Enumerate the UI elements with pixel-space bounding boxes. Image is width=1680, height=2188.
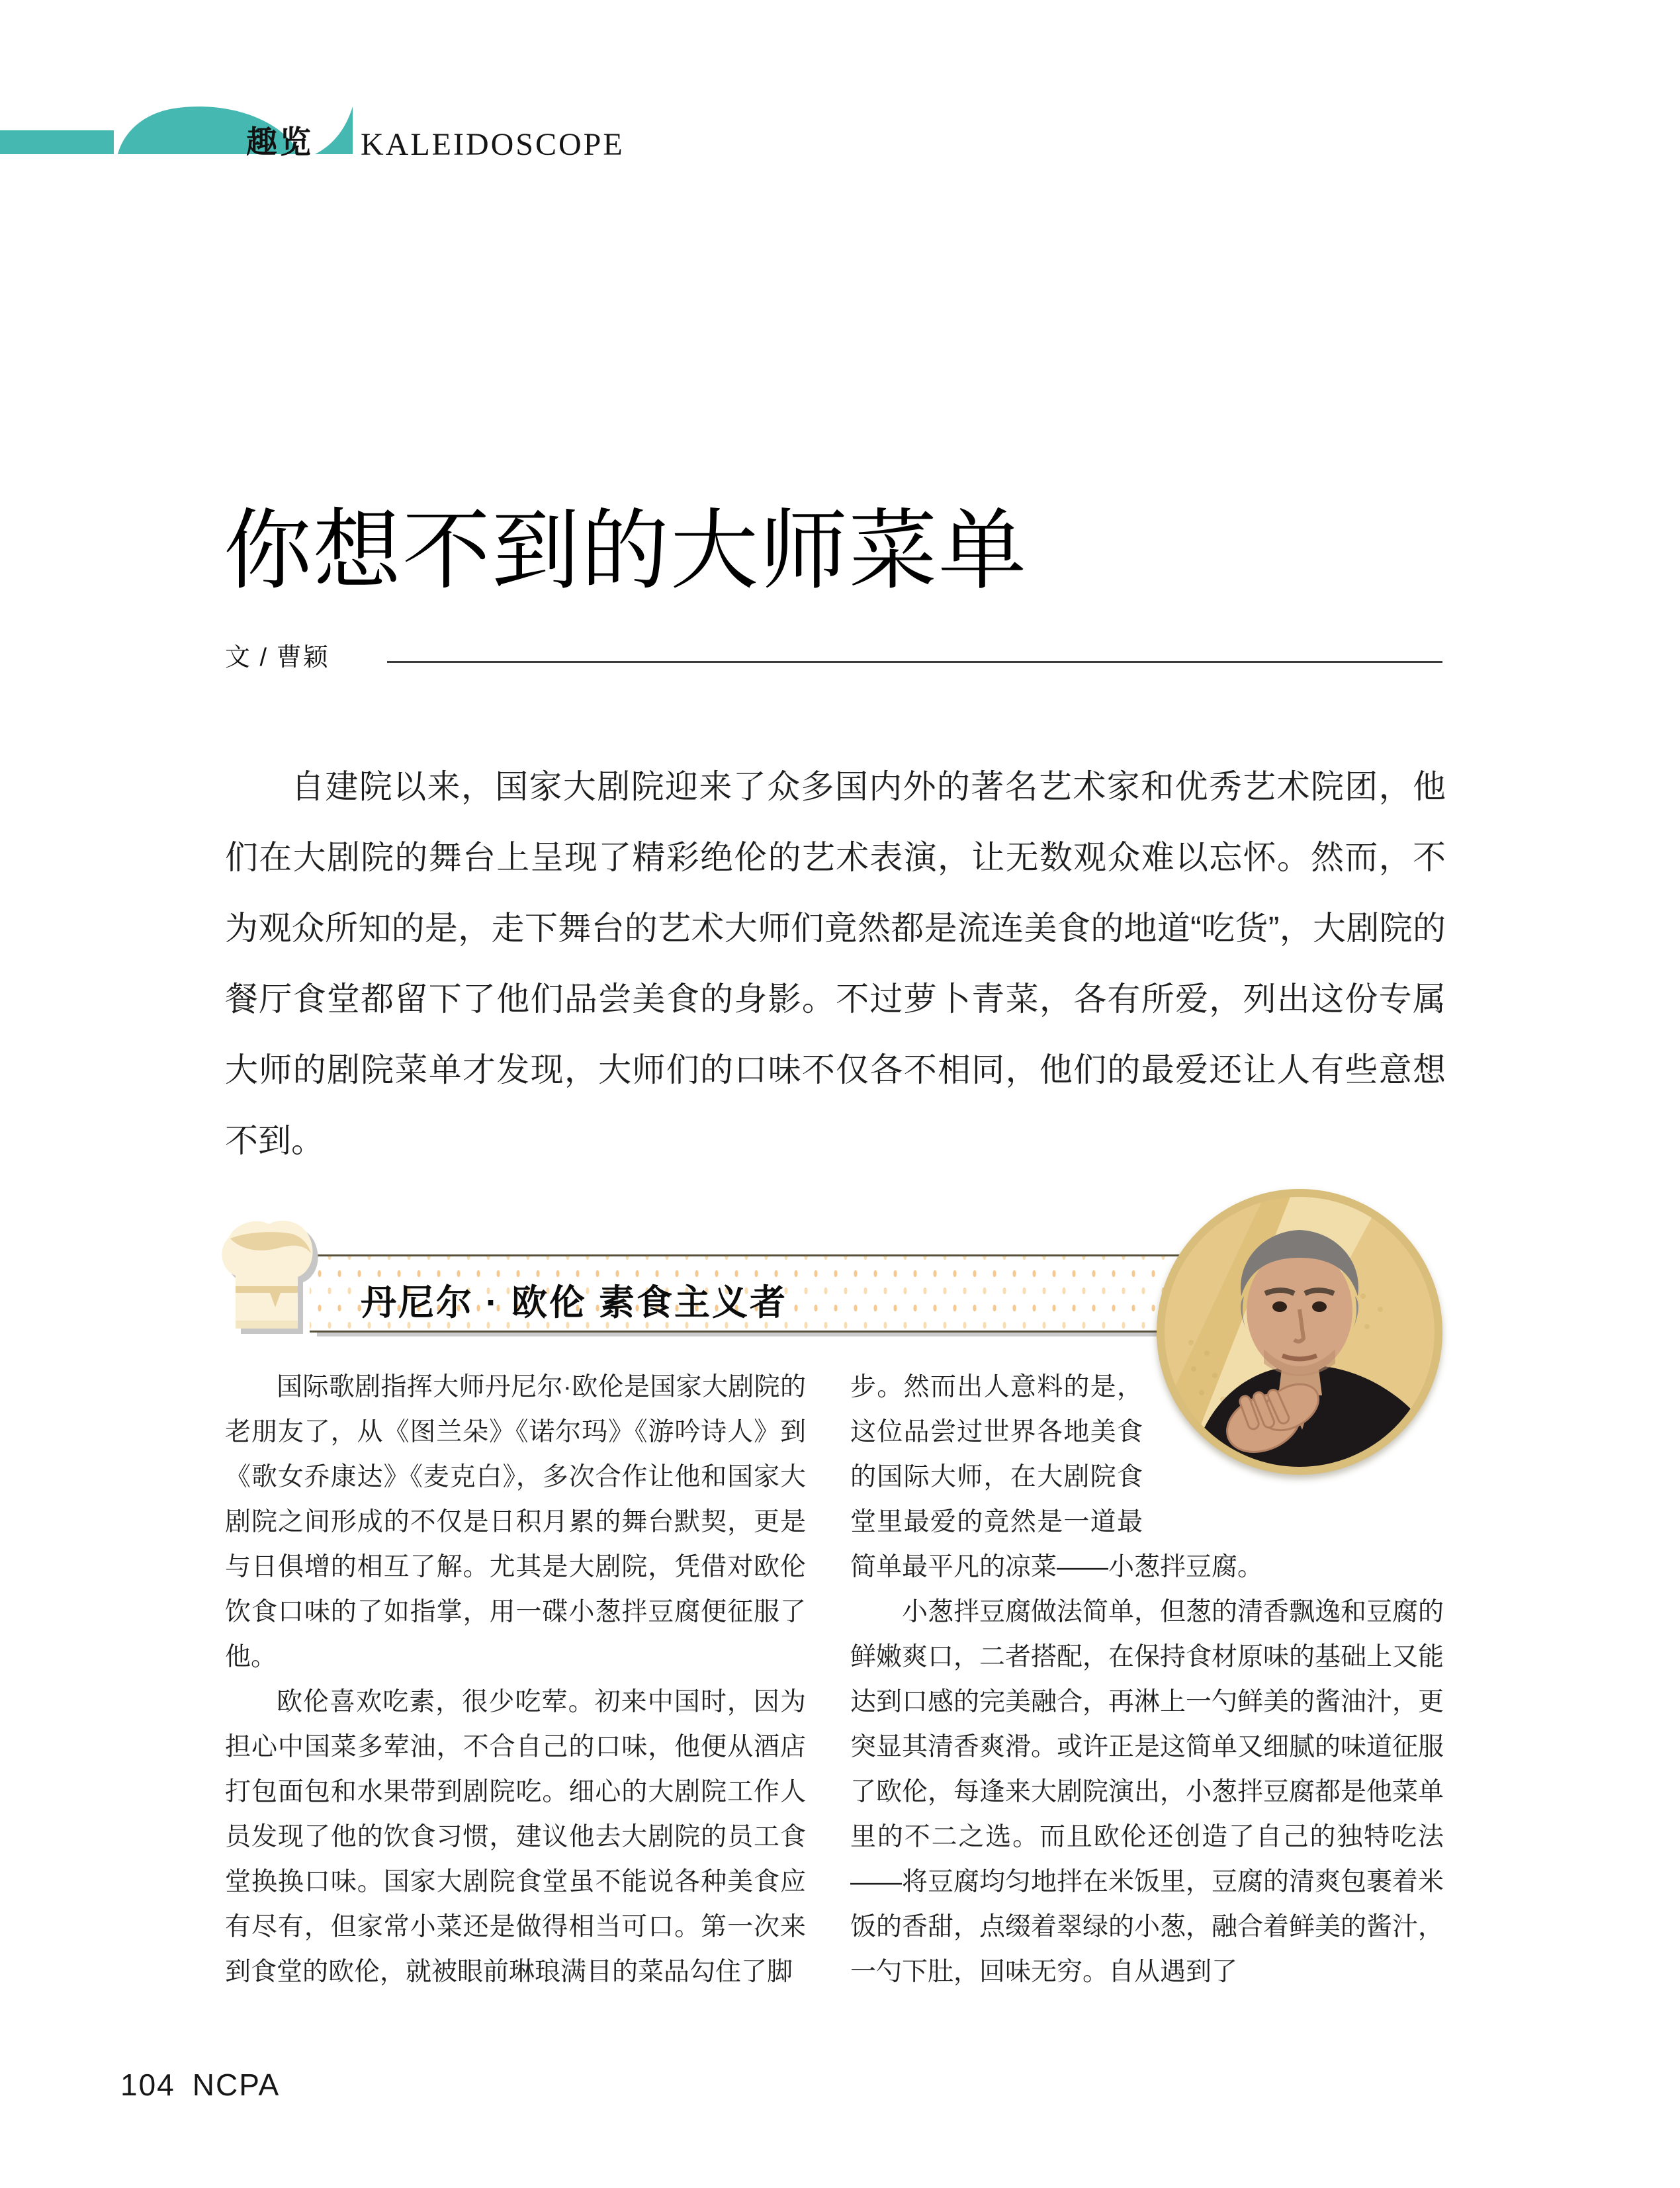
body-paragraph: 步。然而出人意料的是，这位品尝过世界各地美食的国际大师，在大剧院食堂里最爱的竟然是一道最简单最平凡的凉菜——小葱拌豆腐。	[850, 1373, 1264, 1581]
teal-bar	[0, 130, 114, 154]
section-label-cn: 趣览	[246, 124, 314, 159]
page-number: 104	[120, 2068, 175, 2102]
column-left	[225, 1365, 806, 1995]
chef-hat-icon	[216, 1215, 318, 1334]
body-paragraph: 国际歌剧指挥大师丹尼尔·欧伦是国家大剧院的老朋友了，从《图兰朵》《诺尔玛》《游吟诗人》到《歌女乔康达》《麦克白》，多次合作让他和国家大剧院之间形成的不仅是日积月累的舞台默契，更是与日俱增的相互了解。尤其是大剧院，凭借对欧伦饮食口味的了如指掌，用一碟小葱拌豆腐便征服了他。	[225, 1373, 806, 1671]
feature-heading: 丹尼尔 · 欧伦 素食主义者	[361, 1283, 787, 1323]
byline: 文 / 曹颖	[225, 644, 330, 672]
intro-block	[225, 752, 1446, 1176]
body-paragraph: 欧伦喜欢吃素，很少吃荤。初来中国时，因为担心中国菜多荤油，不合自己的口味，他便从酒店打包面包和水果带到剧院吃。细心的大剧院工作人员发现了他的饮食习惯，建议他去大剧院的员工食堂换换口味。国家大剧院食堂虽不能说各种美食应有尽有，但家常小菜还是做得相当可口。第一次来到食堂的欧伦，就被眼前琳琅满目的菜品勾住了脚	[225, 1688, 806, 1986]
swoosh-shape	[315, 107, 353, 154]
body-paragraph: 小葱拌豆腐做法简单，但葱的清香飘逸和豆腐的鲜嫩爽口，二者搭配，在保持食材原味的基础上又能达到口感的完美融合，再淋上一勺鲜美的酱油汁，更突显其清香爽滑。或许正是这简单又细腻的味道征服了欧伦，每逢来大剧院演出，小葱拌豆腐都是他菜单里的不二之选。而且欧伦还创造了自己的独特吃法——将豆腐均匀地拌在米饭里，豆腐的清爽包裹着米饭的香甜，点缀着翠绿的小葱，融合着鲜美的酱汁，一勺下肚，回味无穷。自从遇到了	[850, 1598, 1444, 1986]
section-label-en: KALEIDOSCOPE	[361, 127, 625, 162]
byline-rule	[387, 661, 1442, 663]
page-footer	[120, 2067, 280, 2103]
daniel-oren-portrait	[1157, 1189, 1442, 1475]
intro-paragraph: 自建院以来，国家大剧院迎来了众多国内外的著名艺术家和优秀艺术院团，他们在大剧院的舞台上呈现了精彩绝伦的艺术表演，让无数观众难以忘怀。然而，不为观众所知的是，走下舞台的艺术大师们竟然都是流连美食的地道“吃货”，大剧院的餐厅食堂都留下了他们品尝美食的身影。不过萝卜青菜，各有所爱，列出这份专属大师的剧院菜单才发现，大师们的口味不仅各不相同，他们的最爱还让人有些意想不到。	[225, 768, 1446, 1159]
brand-label: NCPA	[192, 2068, 281, 2102]
page-title: 你想不到的大师菜单	[224, 502, 1028, 601]
